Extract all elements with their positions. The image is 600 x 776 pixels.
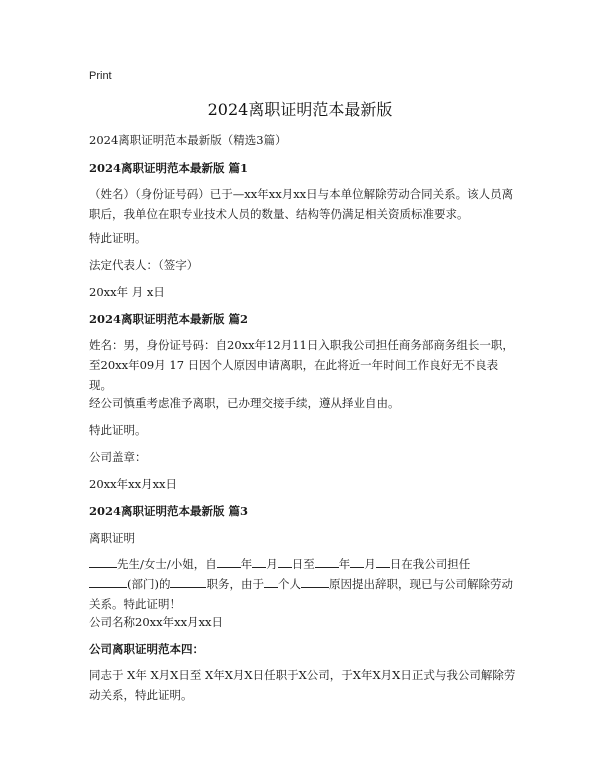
section-1-date: 20xx年 月 x日 — [89, 285, 165, 299]
form-part: 个人 — [277, 577, 301, 591]
section-3-line-3: 公司名称20xx年xx月xx日 — [89, 615, 224, 629]
section-2-line-3: 特此证明。 — [89, 423, 147, 437]
section-1-paragraph: （姓名）（身份证号码）已于—xx年xx月xx日与本单位解除劳动合同关系。该人员离职后，我单位在职专业技术人员的数量、结构等仍满足相关资质标准要求。 — [89, 187, 514, 221]
form-part: 职务，由于 — [206, 577, 264, 591]
page-title: 2024离职证明范本最新版 — [207, 100, 393, 119]
print-label: Print — [89, 70, 112, 82]
form-part: 年 — [338, 557, 351, 571]
section-3-heading: 2024离职证明范本最新版 篇3 — [89, 504, 249, 518]
form-part: 先生/女士/小姐，自 — [117, 557, 217, 571]
section-2-paragraph: 姓名：男，身份证号码：自20xx年12月11日入职我公司担任商务部商务组长一职，至20xx年09月 17 日因个人原因申请离职，在此将近一年时间工作良好无不良表现。 — [89, 338, 514, 392]
form-part: 月 — [266, 557, 278, 571]
form-part: 日至 — [291, 557, 315, 571]
section-4-heading: 公司离职证明范本四： — [89, 642, 204, 656]
section-2-line-2: 经公司慎重考虑准予离职，已办理交接手续，遵从择业自由。 — [89, 396, 400, 410]
section-3-form-text — [89, 554, 517, 614]
form-part: 原因提出辞职，现已与公司解除劳动关系。特此证明！ — [89, 577, 513, 611]
form-part: 日在我公司担任 — [389, 557, 471, 571]
form-part: 年 — [240, 557, 253, 571]
doc-subtitle: 2024离职证明范本最新版（精选3篇） — [89, 133, 287, 147]
form-part: (部门)的 — [127, 577, 171, 591]
section-3-line-1: 离职证明 — [89, 531, 135, 545]
section-1-line-2: 特此证明。 — [89, 231, 147, 245]
section-2-date: 20xx年xx月xx日 — [89, 477, 178, 491]
section-1-heading: 2024离职证明范本最新版 篇1 — [89, 161, 249, 175]
section-4-paragraph: 同志于 X年 X月X日至 X年X月X日任职于X公司，于X年X月X日正式与我公司解除劳动关系，特此证明。 — [89, 668, 516, 702]
section-2-line-4: 公司盖章： — [89, 450, 147, 464]
section-1-line-3: 法定代表人：（签字） — [89, 258, 199, 272]
section-2-heading: 2024离职证明范本最新版 篇2 — [89, 312, 249, 326]
form-part: 月 — [364, 557, 376, 571]
